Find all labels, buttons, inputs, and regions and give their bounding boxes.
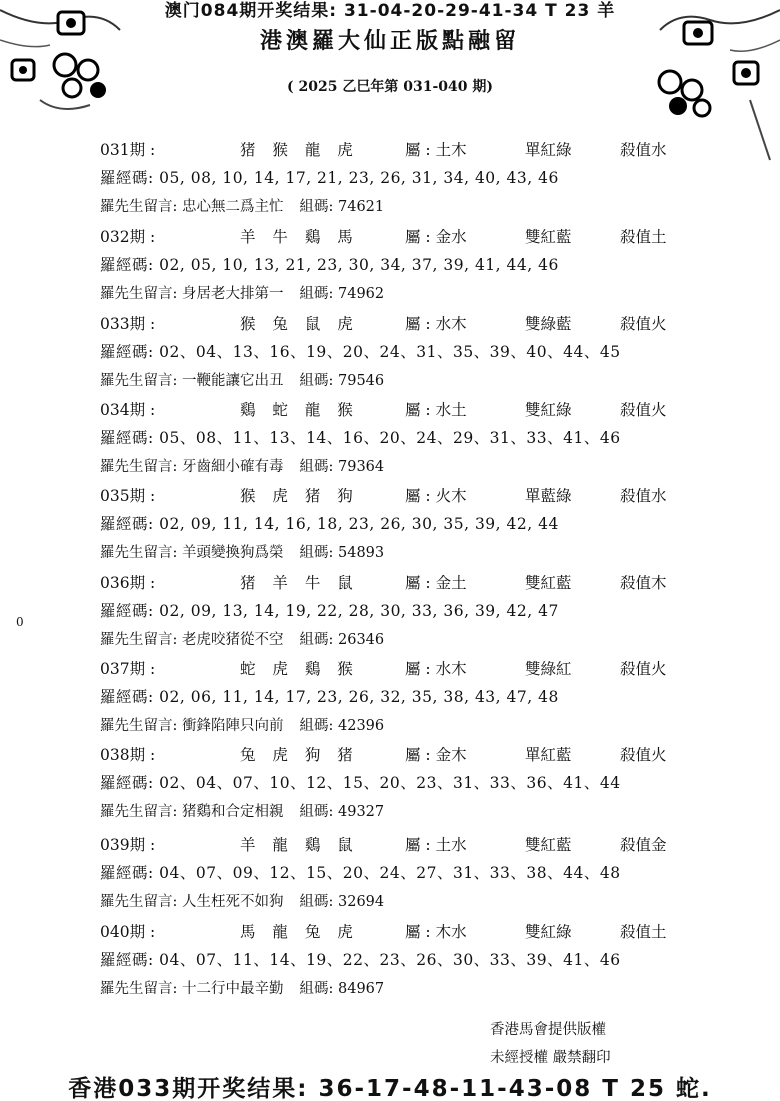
issue-header bbox=[100, 571, 667, 593]
issue-zodiacs: 鷄 蛇 龍 猴 bbox=[240, 401, 359, 419]
numbers-label: 羅經碼: bbox=[100, 169, 154, 187]
code-label: 組碼: bbox=[299, 373, 334, 389]
issue-period: 040期 : bbox=[100, 923, 156, 941]
issue-element: 屬 : 水木 bbox=[405, 660, 467, 678]
message-label: 羅先生留言: bbox=[100, 373, 178, 389]
issue-zodiacs: 猴 虎 猪 狗 bbox=[240, 487, 359, 505]
code-label: 組碼: bbox=[299, 632, 334, 648]
issue-element: 屬 : 土水 bbox=[405, 836, 467, 854]
issue-header bbox=[100, 920, 667, 942]
issue-numbers bbox=[100, 771, 621, 793]
code-value: 26346 bbox=[338, 632, 385, 648]
code-label: 組碼: bbox=[299, 545, 334, 561]
code-label: 組碼: bbox=[299, 286, 334, 302]
code-value: 79546 bbox=[338, 373, 385, 389]
issue-element: 屬 : 金木 bbox=[405, 746, 467, 764]
numbers-value: 05, 08, 10, 14, 17, 21, 23, 26, 31, 34, 40, 43, 46 bbox=[159, 169, 559, 187]
left-corner-ornament bbox=[0, 0, 150, 120]
period-range: ( 2025 乙巳年第 031-040 期) bbox=[287, 79, 493, 95]
code-label: 組碼: bbox=[299, 718, 334, 734]
message-label: 羅先生留言: bbox=[100, 286, 178, 302]
bottom-result-banner: 香港033期开奖结果: 36-17-48-11-43-08 T 25 蛇. bbox=[68, 1076, 712, 1101]
issue-block bbox=[0, 484, 780, 570]
message-label: 羅先生留言: bbox=[100, 894, 178, 910]
message-text: 一鞭能讓它出丑 bbox=[182, 373, 284, 389]
issue-period: 033期 : bbox=[100, 315, 156, 333]
issue-header bbox=[100, 833, 667, 855]
issue-header bbox=[100, 398, 667, 420]
issue-kill: 殺值土 bbox=[620, 923, 667, 941]
issue-numbers bbox=[100, 861, 621, 883]
issue-kill: 殺值水 bbox=[620, 141, 667, 159]
message-label: 羅先生留言: bbox=[100, 981, 178, 997]
issue-block bbox=[0, 743, 780, 829]
code-value: 49327 bbox=[338, 804, 385, 820]
issue-header bbox=[100, 225, 667, 247]
issue-message bbox=[100, 977, 384, 998]
issue-period: 037期 : bbox=[100, 660, 156, 678]
issue-element: 屬 : 土木 bbox=[405, 141, 467, 159]
issue-kill: 殺值火 bbox=[620, 746, 667, 764]
issue-zodiacs: 猴 兔 鼠 虎 bbox=[240, 315, 359, 333]
code-value: 54893 bbox=[338, 545, 385, 561]
numbers-label: 羅經碼: bbox=[100, 515, 154, 533]
issue-zodiacs: 猪 羊 牛 鼠 bbox=[240, 574, 359, 592]
issue-period: 032期 : bbox=[100, 228, 156, 246]
numbers-label: 羅經碼: bbox=[100, 774, 154, 792]
issue-message bbox=[100, 714, 384, 735]
code-label: 組碼: bbox=[299, 981, 334, 997]
issue-block bbox=[0, 312, 780, 398]
numbers-value: 02, 09, 13, 14, 19, 22, 28, 30, 33, 36, 39, 42, 47 bbox=[159, 602, 559, 620]
code-label: 組碼: bbox=[299, 199, 334, 215]
issue-colors: 單紅藍 bbox=[525, 746, 572, 764]
issue-block bbox=[0, 225, 780, 311]
issue-block bbox=[0, 657, 780, 743]
issue-kill: 殺值金 bbox=[620, 836, 667, 854]
numbers-label: 羅經碼: bbox=[100, 429, 154, 447]
issue-numbers bbox=[100, 685, 559, 707]
numbers-value: 02, 09, 11, 14, 16, 18, 23, 26, 30, 35, 39, 42, 44 bbox=[159, 515, 559, 533]
issue-element: 屬 : 水土 bbox=[405, 401, 467, 419]
top-result-banner: 澳门084期开奖结果: 31-04-20-29-41-34 T 23 羊 bbox=[164, 1, 616, 21]
numbers-label: 羅經碼: bbox=[100, 688, 154, 706]
issue-numbers bbox=[100, 512, 559, 534]
issue-element: 屬 : 火木 bbox=[405, 487, 467, 505]
issue-message bbox=[100, 282, 384, 303]
numbers-label: 羅經碼: bbox=[100, 602, 154, 620]
code-value: 84967 bbox=[338, 981, 385, 997]
issue-header bbox=[100, 484, 667, 506]
message-label: 羅先生留言: bbox=[100, 199, 178, 215]
numbers-value: 04、07、09、12、15、20、24、27、31、33、38、44、48 bbox=[159, 864, 621, 882]
issue-zodiacs: 馬 龍 兔 虎 bbox=[240, 923, 359, 941]
issue-colors: 雙紅藍 bbox=[525, 836, 572, 854]
numbers-label: 羅經碼: bbox=[100, 951, 154, 969]
issue-kill: 殺值火 bbox=[620, 401, 667, 419]
issue-period: 031期 : bbox=[100, 141, 156, 159]
issue-element: 屬 : 金土 bbox=[405, 574, 467, 592]
issue-header bbox=[100, 312, 667, 334]
issue-period: 036期 : bbox=[100, 574, 156, 592]
issue-zodiacs: 兔 虎 狗 猪 bbox=[240, 746, 359, 764]
issue-kill: 殺值火 bbox=[620, 660, 667, 678]
numbers-label: 羅經碼: bbox=[100, 864, 154, 882]
issue-colors: 雙紅藍 bbox=[525, 574, 572, 592]
issue-numbers bbox=[100, 948, 621, 970]
message-text: 老虎咬猪從不空 bbox=[182, 632, 284, 648]
message-text: 衝鋒陷陣只向前 bbox=[182, 718, 284, 734]
issue-element: 屬 : 木水 bbox=[405, 923, 467, 941]
issue-kill: 殺值木 bbox=[620, 574, 667, 592]
message-text: 牙齒細小確有毒 bbox=[182, 459, 284, 475]
numbers-label: 羅經碼: bbox=[100, 343, 154, 361]
issue-zodiacs: 羊 龍 鷄 鼠 bbox=[240, 836, 359, 854]
message-text: 羊頭變換狗爲榮 bbox=[182, 545, 284, 561]
issue-message bbox=[100, 195, 384, 216]
issue-colors: 雙綠藍 bbox=[525, 315, 572, 333]
issue-colors: 單藍綠 bbox=[525, 487, 572, 505]
code-value: 42396 bbox=[338, 718, 385, 734]
issue-colors: 雙紅藍 bbox=[525, 228, 572, 246]
code-value: 32694 bbox=[338, 894, 385, 910]
page-title: 港澳羅大仙正版點融留 bbox=[259, 28, 520, 54]
code-label: 組碼: bbox=[299, 894, 334, 910]
issue-period: 039期 : bbox=[100, 836, 156, 854]
issue-zodiacs: 蛇 虎 鷄 猴 bbox=[240, 660, 359, 678]
issue-period: 038期 : bbox=[100, 746, 156, 764]
numbers-value: 02、04、13、16、19、20、24、31、35、39、40、44、45 bbox=[159, 343, 621, 361]
issue-zodiacs: 羊 牛 鷄 馬 bbox=[240, 228, 359, 246]
numbers-value: 05、08、11、13、14、16、20、24、29、31、33、41、46 bbox=[159, 429, 621, 447]
code-value: 79364 bbox=[338, 459, 385, 475]
issue-header bbox=[100, 138, 667, 160]
side-mark: 0 bbox=[16, 615, 24, 629]
copyright-line-2: 未經授權 嚴禁翻印 bbox=[490, 1050, 611, 1066]
issue-block bbox=[0, 398, 780, 484]
issue-period: 035期 : bbox=[100, 487, 156, 505]
issue-block bbox=[0, 920, 780, 1006]
message-label: 羅先生留言: bbox=[100, 718, 178, 734]
issue-numbers bbox=[100, 166, 559, 188]
issue-element: 屬 : 水木 bbox=[405, 315, 467, 333]
issue-colors: 雙紅綠 bbox=[525, 923, 572, 941]
numbers-value: 02, 05, 10, 13, 21, 23, 30, 34, 37, 39, 41, 44, 46 bbox=[159, 256, 559, 274]
message-text: 猪鷄和合定相親 bbox=[182, 804, 284, 820]
issue-numbers bbox=[100, 599, 559, 621]
issue-message bbox=[100, 541, 384, 562]
issue-period: 034期 : bbox=[100, 401, 156, 419]
message-label: 羅先生留言: bbox=[100, 804, 178, 820]
issue-numbers bbox=[100, 426, 621, 448]
issue-numbers bbox=[100, 253, 559, 275]
issue-message bbox=[100, 628, 384, 649]
copyright-line-1: 香港馬會提供版權 bbox=[490, 1022, 606, 1038]
issue-message bbox=[100, 455, 384, 476]
issue-kill: 殺值火 bbox=[620, 315, 667, 333]
numbers-value: 04、07、11、14、19、22、23、26、30、33、39、41、46 bbox=[159, 951, 621, 969]
code-label: 組碼: bbox=[299, 459, 334, 475]
issue-block bbox=[0, 571, 780, 657]
issue-kill: 殺值土 bbox=[620, 228, 667, 246]
issue-kill: 殺值水 bbox=[620, 487, 667, 505]
issue-block bbox=[0, 138, 780, 224]
issue-block bbox=[0, 833, 780, 919]
issue-numbers bbox=[100, 340, 621, 362]
code-value: 74621 bbox=[338, 199, 385, 215]
issue-element: 屬 : 金水 bbox=[405, 228, 467, 246]
code-value: 74962 bbox=[338, 286, 385, 302]
message-text: 身居老大排第一 bbox=[182, 286, 284, 302]
message-text: 十二行中最辛勤 bbox=[182, 981, 284, 997]
message-label: 羅先生留言: bbox=[100, 459, 178, 475]
issue-zodiacs: 猪 猴 龍 虎 bbox=[240, 141, 359, 159]
message-text: 人生枉死不如狗 bbox=[182, 894, 284, 910]
issue-message bbox=[100, 369, 384, 390]
message-label: 羅先生留言: bbox=[100, 545, 178, 561]
numbers-value: 02、04、07、10、12、15、20、23、31、33、36、41、44 bbox=[159, 774, 621, 792]
issue-header bbox=[100, 743, 667, 765]
issue-colors: 雙綠紅 bbox=[525, 660, 572, 678]
issue-colors: 雙紅綠 bbox=[525, 401, 572, 419]
code-label: 組碼: bbox=[299, 804, 334, 820]
numbers-value: 02, 06, 11, 14, 17, 23, 26, 32, 35, 38, 43, 47, 48 bbox=[159, 688, 559, 706]
issue-message bbox=[100, 890, 384, 911]
numbers-label: 羅經碼: bbox=[100, 256, 154, 274]
message-label: 羅先生留言: bbox=[100, 632, 178, 648]
message-text: 忠心無二爲主忙 bbox=[182, 199, 284, 215]
issue-message bbox=[100, 800, 384, 821]
issue-header bbox=[100, 657, 667, 679]
issue-colors: 單紅綠 bbox=[525, 141, 572, 159]
